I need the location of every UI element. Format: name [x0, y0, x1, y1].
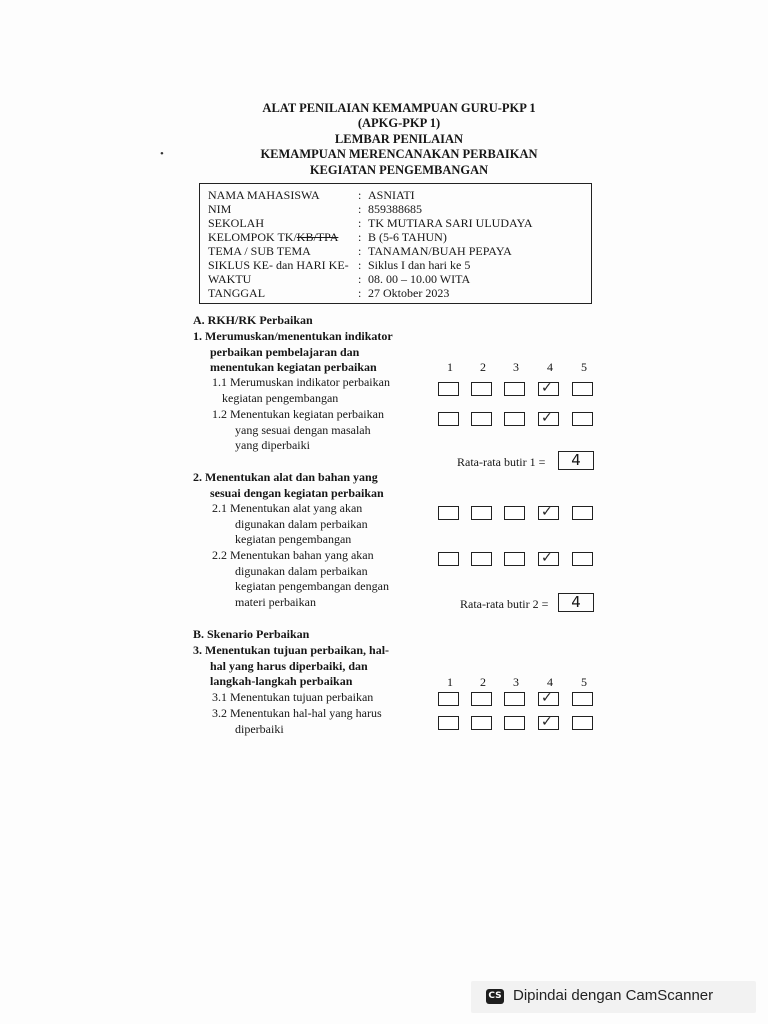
sub-item-line: yang diperbaiki	[235, 438, 310, 452]
info-label-text: KELOMPOK TK/	[208, 230, 297, 244]
item-title-line: menentukan kegiatan perbaikan	[210, 360, 377, 374]
scale-number: 2	[480, 675, 486, 689]
title-line: (APKG-PKP 1)	[357, 116, 441, 131]
item-2-title	[193, 470, 384, 501]
sub-item-2-2	[212, 548, 389, 610]
sub-item-line: 3.2 Menentukan hal-hal yang harus	[212, 706, 382, 720]
info-label: SEKOLAH	[208, 216, 264, 230]
info-value: 08. 00 – 10.00 WITA	[368, 272, 471, 286]
sub-item-3-2	[212, 706, 382, 737]
info-value: 27 Oktober 2023	[368, 286, 450, 300]
info-separator: :	[358, 202, 362, 216]
checkmark-icon: ✓	[541, 714, 553, 730]
scale-number: 3	[513, 360, 519, 374]
item-title-line: 1. Merumuskan/menentukan indikator	[193, 329, 393, 343]
info-value: B (5-6 TAHUN)	[368, 230, 447, 244]
score-checkbox[interactable]	[504, 692, 525, 706]
item-title-line: perbaikan pembelajaran dan	[210, 344, 360, 359]
score-checkbox[interactable]	[471, 382, 492, 396]
score-checkbox[interactable]	[471, 552, 492, 566]
sub-item-line: 2.1 Menentukan alat yang akan	[212, 501, 363, 515]
score-checkbox[interactable]	[438, 412, 459, 426]
info-separator: :	[358, 230, 362, 244]
item-title-line: 2. Menentukan alat dan bahan yang	[193, 470, 378, 484]
item-title-line: hal yang harus diperbaiki, dan	[210, 658, 368, 673]
score-checkbox[interactable]	[504, 412, 525, 426]
score-checkbox[interactable]	[504, 506, 525, 520]
scale-number: 5	[581, 360, 587, 374]
score-checkbox[interactable]	[572, 506, 593, 520]
scale-number: 1	[447, 360, 453, 374]
item-3-title	[193, 643, 389, 690]
score-checkbox[interactable]	[538, 552, 559, 566]
sub-item-line: 2.2 Menentukan bahan yang akan	[212, 548, 374, 562]
sub-item-2-1	[212, 501, 368, 548]
item-1-title	[193, 329, 393, 376]
item-title-line: langkah-langkah perbaikan	[210, 674, 353, 688]
sub-item-line: 1.1 Merumuskan indikator perbaikan	[212, 375, 390, 389]
item-title-line: 3. Menentukan tujuan perbaikan, hal-	[193, 643, 390, 657]
score-checkbox[interactable]	[572, 382, 593, 396]
score-checkbox[interactable]	[438, 552, 459, 566]
info-separator: :	[358, 188, 362, 202]
section-b-heading: B. Skenario Perbaikan	[193, 627, 310, 641]
sub-item-line: 3.1 Menentukan tujuan perbaikan	[212, 690, 374, 704]
sub-item-line: kegiatan pengembangan	[235, 532, 352, 546]
sub-item-line: kegiatan pengembangan	[222, 390, 339, 405]
info-label: NAMA MAHASISWA	[208, 188, 320, 202]
score-checkbox[interactable]	[538, 692, 559, 706]
scale-number: 1	[447, 675, 453, 689]
sub-item-line: digunakan dalam perbaikan	[235, 563, 368, 578]
score-checkbox[interactable]	[438, 382, 459, 396]
sub-item-3-1	[212, 690, 373, 706]
title-line: ALAT PENILAIAN KEMAMPUAN GURU-PKP 1	[262, 101, 536, 115]
sub-item-1-1	[212, 375, 390, 406]
scale-number: 4	[547, 360, 553, 374]
score-checkbox[interactable]	[538, 382, 559, 396]
sub-item-line: yang sesuai dengan masalah	[235, 422, 371, 437]
scale-number: 5	[581, 675, 587, 689]
score-checkbox[interactable]	[471, 692, 492, 706]
checkmark-icon: ✓	[541, 690, 553, 706]
info-value: 859388685	[368, 202, 422, 216]
document-title	[200, 101, 598, 178]
sub-item-line: 1.2 Menentukan kegiatan perbaikan	[212, 407, 384, 421]
score-checkbox[interactable]	[572, 716, 593, 730]
checkmark-icon: ✓	[541, 380, 553, 396]
info-label: NIM	[208, 202, 232, 216]
checkmark-icon: ✓	[541, 504, 553, 520]
info-separator: :	[358, 286, 362, 300]
info-label: TEMA / SUB TEMA	[208, 244, 311, 258]
sub-item-line: digunakan dalam perbaikan	[235, 516, 368, 531]
checkmark-icon: ✓	[541, 550, 553, 566]
sub-item-line: materi perbaikan	[235, 594, 316, 609]
scale-number: 3	[513, 675, 519, 689]
score-checkbox[interactable]	[572, 412, 593, 426]
average-box-1: 4	[558, 451, 594, 470]
title-line: LEMBAR PENILAIAN	[334, 131, 464, 146]
title-line: KEMAMPUAN MERENCANAKAN PERBAIKAN	[260, 147, 538, 162]
sub-item-line: diperbaiki	[235, 721, 284, 736]
info-value: ASNIATI	[368, 188, 415, 202]
score-checkbox[interactable]	[572, 692, 593, 706]
info-separator: :	[358, 258, 362, 272]
info-label: WAKTU	[208, 272, 252, 286]
camscanner-watermark	[471, 981, 756, 1013]
average-label-1: Rata-rata butir 1 =	[457, 455, 546, 469]
camscanner-text: Dipindai dengan CamScanner	[513, 987, 714, 1004]
info-separator: :	[358, 272, 362, 286]
score-checkbox[interactable]	[538, 506, 559, 520]
score-checkbox[interactable]	[572, 552, 593, 566]
info-value: TK MUTIARA SARI ULUDAYA	[368, 216, 533, 230]
checkmark-icon: ✓	[541, 410, 553, 426]
section-a-heading: A. RKH/RK Perbaikan	[193, 313, 313, 327]
score-checkbox[interactable]	[471, 412, 492, 426]
info-separator: :	[358, 216, 362, 230]
student-info-box	[199, 183, 592, 304]
info-value: Siklus I dan hari ke 5	[368, 258, 471, 272]
title-line: KEGIATAN PENGEMBANGAN	[309, 162, 489, 177]
info-label	[208, 230, 338, 245]
score-checkbox[interactable]	[438, 692, 459, 706]
score-checkbox[interactable]	[438, 506, 459, 520]
average-box-2: 4	[558, 593, 594, 612]
score-checkbox[interactable]	[438, 716, 459, 730]
score-checkbox[interactable]	[504, 382, 525, 396]
info-label: SIKLUS KE- dan HARI KE-	[208, 258, 349, 272]
info-value: TANAMAN/BUAH PEPAYA	[368, 244, 512, 258]
score-checkbox[interactable]	[538, 412, 559, 426]
info-label: TANGGAL	[208, 286, 266, 300]
scale-number: 2	[480, 360, 486, 374]
score-checkbox[interactable]	[504, 716, 525, 730]
scan-speck: •	[160, 148, 164, 160]
score-checkbox[interactable]	[471, 716, 492, 730]
sub-item-1-2	[212, 407, 384, 454]
score-checkbox[interactable]	[538, 716, 559, 730]
item-title-line: sesuai dengan kegiatan perbaikan	[210, 485, 384, 500]
sub-item-line: kegiatan pengembangan dengan	[235, 579, 389, 593]
score-checkbox[interactable]	[471, 506, 492, 520]
struck-text: KB/TPA	[296, 230, 339, 244]
info-separator: :	[358, 244, 362, 258]
camscanner-logo-icon: CS	[486, 989, 504, 1004]
score-checkbox[interactable]	[504, 552, 525, 566]
scale-number: 4	[547, 675, 553, 689]
average-label-2: Rata-rata butir 2 =	[460, 597, 549, 611]
